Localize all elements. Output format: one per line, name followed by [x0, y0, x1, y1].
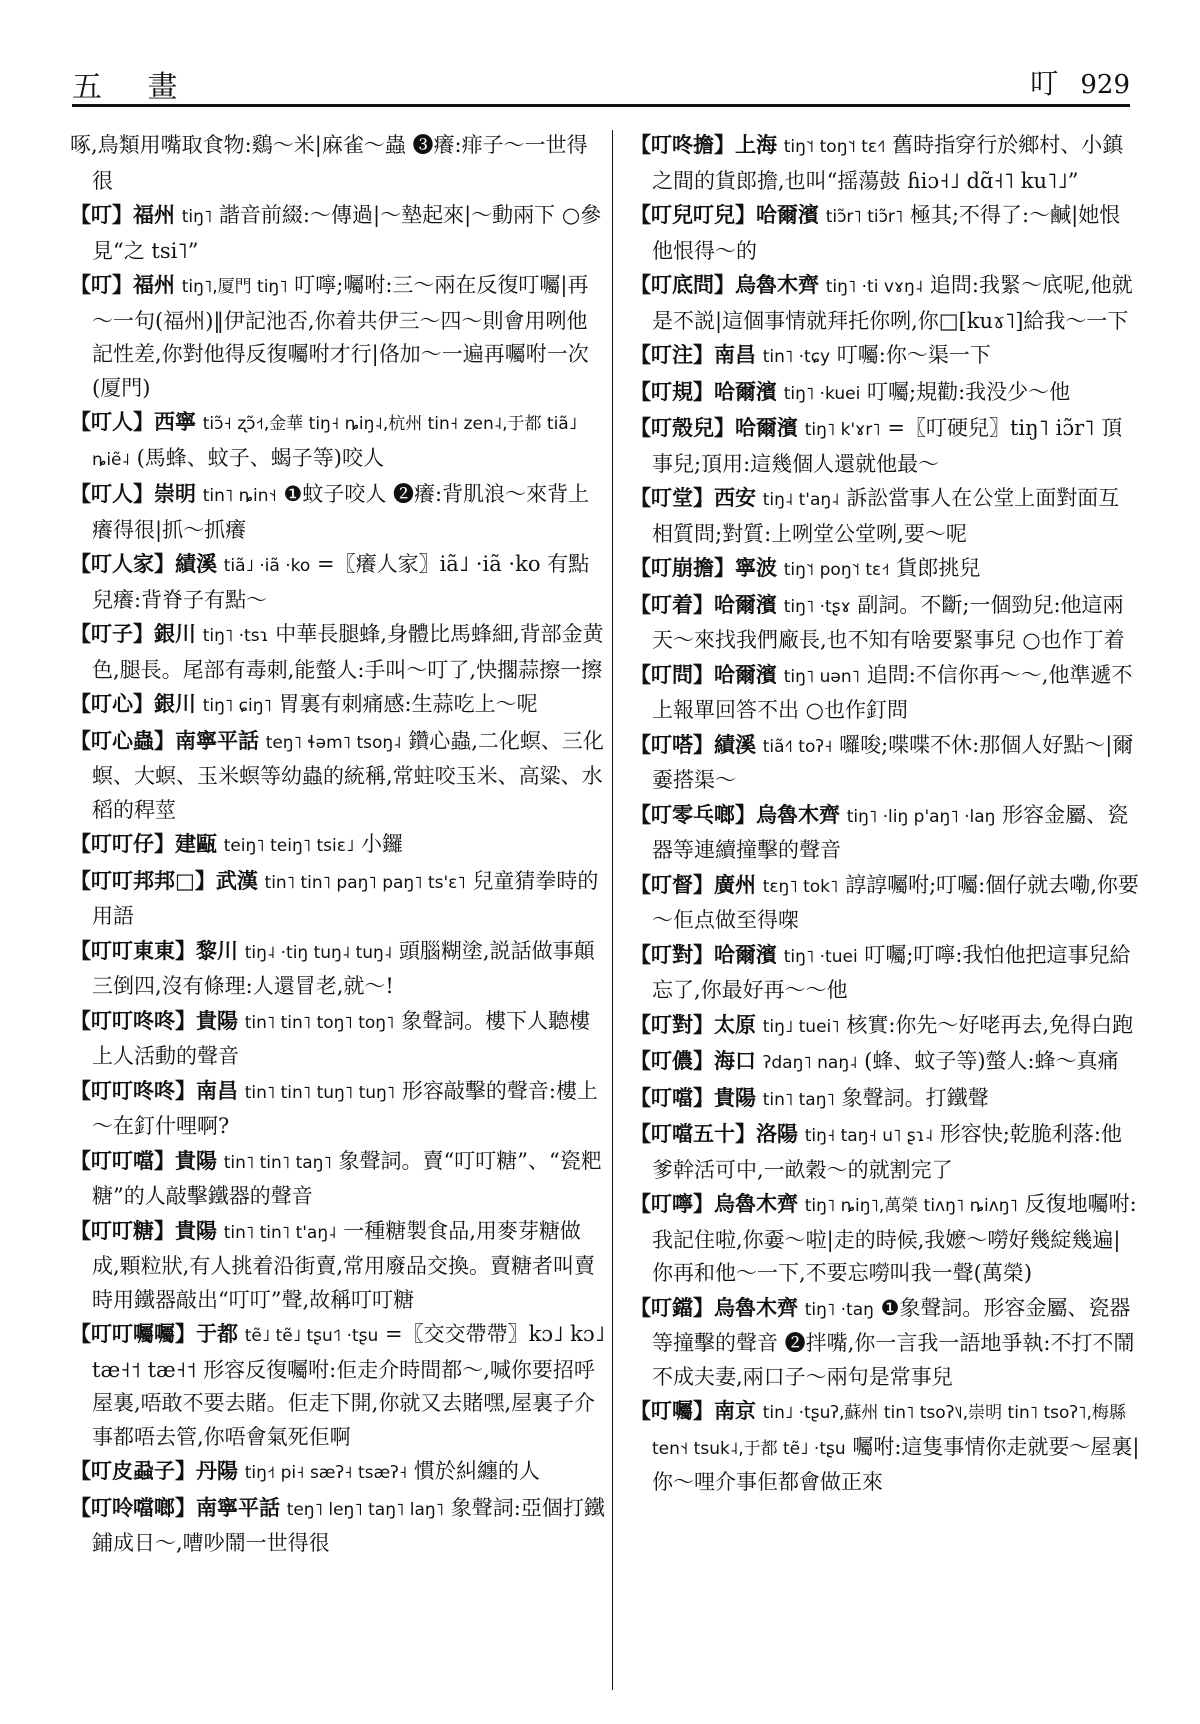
entry-headword: 【叮叮噹】	[70, 1147, 175, 1173]
entry-definition: 貨郎挑兒	[896, 556, 981, 580]
entry-location: 西安	[714, 485, 756, 510]
dictionary-entry	[70, 1317, 605, 1454]
entry-location: 黎川	[196, 937, 238, 963]
entry-pronunciation: tiɔ̃˧ ʐɔ̃˧˦,金華 tiŋ˧ ȵiŋ˨,杭州 tin˧ zen˨,于都 tiã˩ ȵiẽ˨	[92, 414, 578, 470]
dictionary-entry	[70, 405, 605, 477]
entry-pronunciation: teŋ˥ ɬəm˥ tsoŋ˨	[265, 732, 402, 753]
dictionary-entry	[630, 198, 1140, 268]
entry-definition: 追問:不信你再～～,他準遞不上報單回答不出 ○也作釘問	[652, 662, 1133, 722]
entry-pronunciation: ʔdaŋ˥ naŋ˨	[762, 1053, 858, 1073]
entry-headword: 【叮叮囑囑】	[70, 1321, 196, 1346]
entry-pronunciation: tɛŋ˥ tok˥	[762, 876, 839, 897]
entry-pronunciation: tẽ˩ tẽ˩ tʂu˦˥ ·tʂu	[244, 1326, 379, 1346]
entry-headword: 【叮底問】	[630, 272, 735, 297]
entry-headword: 【叮心】	[70, 691, 154, 716]
entry-headword: 【叮叮邦邦□】	[70, 867, 216, 893]
entry-definition: 囉唆;喋喋不休:那個人好點～|爾嫑搭渠～	[652, 732, 1134, 792]
entry-pronunciation: tin˥ tin˥ taŋ˥	[223, 1152, 332, 1173]
entry-definition: 象聲詞。賣“叮叮糖”、“瓷粑糖”的人敲擊鐵器的聲音	[92, 1148, 602, 1208]
entry-headword: 【叮對】	[630, 941, 714, 967]
dictionary-entry	[630, 1291, 1140, 1395]
entry-definition: 胃裏有刺痛感:生蒜吃上～呢	[278, 692, 538, 716]
dictionary-entry	[630, 938, 1140, 1008]
entry-pronunciation: tiŋ˥˦ poŋ˥˦ tɛ˧˦	[783, 560, 890, 580]
entry-headword: 【叮人】	[70, 481, 154, 506]
entry-headword: 【叮噹】	[630, 1084, 714, 1110]
page-number: 929	[1080, 70, 1130, 100]
entry-location: 海口	[714, 1048, 756, 1073]
entry-definition: (蜂、蚊子等)螫人:蜂～真痛	[864, 1049, 1119, 1073]
entry-pronunciation: tin˩ ·tʂuʔ,蘇州 tin˥ tsoʔ˥˩,崇明 tin˥ tsoʔ˥,梅縣 ten˦˧ tsuk˨,于都 tẽ˩ ·tʂu	[652, 1403, 1126, 1459]
dictionary-entry	[70, 198, 605, 268]
dictionary-entry	[70, 1144, 605, 1214]
entry-location: 洛陽	[756, 1121, 798, 1146]
dictionary-entry	[630, 411, 1140, 481]
dictionary-entry	[70, 934, 605, 1004]
entry-location: 南京	[714, 1398, 756, 1423]
entry-location: 太原	[714, 1011, 756, 1037]
entry-pronunciation: teiŋ˥ teiŋ˥ tsiɛ˩	[223, 836, 355, 856]
entry-pronunciation: tiã˩ ·iã ·ko	[223, 556, 311, 576]
entry-pronunciation: tiŋ˨ t'aŋ˨	[762, 490, 840, 510]
dictionary-entry	[630, 868, 1140, 938]
entry-headword: 【叮叮東東】	[70, 937, 196, 963]
header-right	[1030, 62, 1130, 102]
entry-pronunciation: tin˥ taŋ˥	[762, 1089, 835, 1110]
entry-headword: 【叮崩擔】	[630, 555, 735, 580]
entry-definition: 兒童猜拳時的用語	[92, 868, 599, 928]
entry-definition: 象聲詞。樓下人聽樓上人活動的聲音	[92, 1008, 591, 1068]
entry-definition: 一種糖製食品,用麥芽糖做成,顆粒狀,有人挑着沿街賣,常用廢品交換。賣糖者叫賣時用鐵器敲出“叮叮”聲,故稱叮叮糖	[92, 1218, 596, 1312]
entry-definition: =〖叮硬兒〗tiŋ˥ iɔ̃r˥ 頂事兒;頂用:這幾個人還就他最～	[652, 416, 1123, 476]
entry-location: 南寧平話	[175, 727, 259, 753]
entry-location: 崇明	[154, 481, 196, 506]
entry-definition: 啄,鳥類用嘴取食物:鷄～米|麻雀～蟲 ❸癢:痱子～一世得很	[70, 133, 588, 193]
entry-location: 西寧	[154, 409, 196, 434]
entry-location: 哈爾濱	[735, 415, 798, 440]
dictionary-entry	[630, 798, 1140, 868]
entry-headword: 【叮嗒】	[630, 731, 714, 757]
entry-location: 貴陽	[196, 1007, 238, 1033]
dictionary-entry	[630, 1394, 1140, 1500]
page-header	[72, 62, 1130, 105]
entry-pronunciation: teŋ˥ leŋ˥ taŋ˥ laŋ˥	[286, 1499, 445, 1520]
entry-location: 南寧平話	[196, 1494, 280, 1520]
entry-location: 銀川	[154, 691, 196, 716]
entry-definition: 舊時指穿行於鄉村、小鎮之間的貨郎擔,也叫“摇蕩鼓 ɦiɔ˧˩ dɑ̃˧˥ ku˥˩”	[652, 133, 1124, 193]
entry-headword: 【叮】	[70, 272, 133, 297]
dictionary-entry	[630, 551, 1140, 588]
entry-headword: 【叮鐺】	[630, 1294, 714, 1320]
entry-definition: 中華長腿蜂,身體比馬蜂細,背部金黄色,腿長。尾部有毒刺,能螫人:手叫～叮了,快擱蒜擦一擦	[92, 622, 604, 682]
dictionary-entry	[630, 1008, 1140, 1045]
entry-definition: 叮囑;規勸:我没少～他	[867, 379, 1071, 404]
entry-headword: 【叮零乓啷】	[630, 801, 756, 827]
entry-definition: 小鑼	[361, 832, 404, 856]
entry-pronunciation: tin˥ ·tɕy	[762, 347, 831, 367]
dictionary-entry	[630, 268, 1140, 338]
entry-headword: 【叮問】	[630, 661, 714, 687]
entry-headword: 【叮人家】	[70, 551, 175, 576]
entry-definition: 象聲詞:亞個打鐵鋪成日～,嘈吵鬧一世得很	[92, 1495, 605, 1555]
entry-location: 南昌	[714, 342, 756, 367]
entry-location: 烏魯木齊	[714, 1191, 798, 1216]
dictionary-entry	[630, 338, 1140, 375]
entry-pronunciation: tiŋ˥˦ toŋ˥˦ tɛ˧˥	[783, 137, 886, 157]
entry-headword: 【叮督】	[630, 871, 714, 897]
entry-headword: 【叮心蟲】	[70, 727, 175, 753]
entry-location: 績溪	[714, 731, 756, 757]
entry-definition: ❶蚊子咬人 ❷癢:背肌浪～來背上癢得很|抓～抓癢	[92, 482, 590, 542]
entry-pronunciation: tin˥ tin˥ tuŋ˥ tuŋ˥	[244, 1082, 396, 1103]
entry-pronunciation: tiŋ˥ ·ti vɤŋ˨	[825, 277, 924, 297]
entry-definition: 訴訟當事人在公堂上面對面互相質問;對質:上咧堂公堂咧,要～呢	[652, 486, 1120, 546]
entry-headword: 【叮呤噹啷】	[70, 1494, 196, 1520]
entry-location: 上海	[735, 132, 777, 157]
dictionary-entry	[630, 375, 1140, 412]
entry-pronunciation: tin˥ tin˥ t'aŋ˨	[223, 1222, 337, 1243]
dictionary-entry	[630, 1044, 1140, 1081]
entry-pronunciation: tiɔ̃r˥ tiɔ̃r˥	[825, 207, 904, 227]
entry-location: 建甌	[175, 831, 217, 856]
dictionary-entry	[630, 658, 1140, 728]
entry-location: 貴陽	[175, 1217, 217, 1243]
dictionary-entry	[70, 477, 605, 547]
dictionary-entry	[70, 1454, 605, 1491]
entry-location: 寧波	[735, 555, 777, 580]
entry-pronunciation: tiŋ˥ ·tsɿ	[202, 626, 269, 646]
dictionary-entry	[70, 128, 605, 198]
entry-headword: 【叮着】	[630, 591, 714, 617]
entry-definition: 慣於糾纏的人	[413, 1459, 540, 1483]
entry-pronunciation: tiŋ˥ ·tʂɤ	[783, 596, 851, 617]
dictionary-entry	[630, 481, 1140, 551]
entry-location: 銀川	[154, 621, 196, 646]
entry-headword: 【叮儂】	[630, 1048, 714, 1073]
entry-headword: 【叮子】	[70, 621, 154, 646]
dictionary-entry	[70, 1004, 605, 1074]
dictionary-entry	[70, 864, 605, 934]
entry-location: 哈爾濱	[714, 591, 777, 617]
entry-pronunciation: tiŋ˥ ɕiŋ˥	[202, 696, 272, 716]
entry-headword: 【叮對】	[630, 1011, 714, 1037]
entry-pronunciation: tiŋ˥ uən˥	[783, 666, 861, 687]
entry-definition: 頭腦糊塗,説話做事顛三倒四,沒有條理:人還冒老,就～!	[92, 938, 595, 998]
entry-pronunciation: tin˥ tin˥ paŋ˥ paŋ˥ ts'ɛ˥	[264, 872, 466, 893]
entry-pronunciation: tiŋ˥ ·kuei	[783, 383, 861, 404]
entry-pronunciation: tiŋ˥	[181, 207, 213, 227]
entry-headword: 【叮叮咚咚】	[70, 1077, 196, 1103]
entry-pronunciation: tiŋ˧˦ pi˧ sæʔ˧ tsæʔ˧	[244, 1463, 408, 1483]
entry-headword: 【叮殼兒】	[630, 415, 735, 440]
dictionary-entry	[70, 1491, 605, 1561]
entry-definition: 象聲詞。打鐵聲	[841, 1085, 989, 1110]
entry-headword: 【叮兒叮兒】	[630, 202, 756, 227]
entry-pronunciation: tiŋ˥ k'ɤr˥	[804, 420, 881, 440]
entry-definition: 叮囑;叮嚀:我怕他把這事兒給忘了,你最好再～～他	[652, 942, 1131, 1002]
entry-location: 貴陽	[714, 1084, 756, 1110]
entry-definition: 反復地囑咐:我記住啦,你嫑～啦|走的時候,我嬷～嘮好幾綻幾遍|你再和他～一下,不要忘嘮叫我一聲(萬榮)	[652, 1192, 1137, 1285]
dictionary-entry	[630, 1081, 1140, 1118]
entry-location: 烏魯木齊	[756, 801, 840, 827]
entry-definition: 叮囑:你～渠一下	[836, 343, 991, 367]
entry-pronunciation: tiŋ˥,厦門 tiŋ˥	[181, 277, 288, 297]
entry-headword: 【叮噹五十】	[630, 1121, 756, 1146]
entry-headword: 【叮叮糖】	[70, 1217, 175, 1243]
section-title: 五 畫	[72, 70, 196, 105]
entry-pronunciation: tin˥ ȵin˦˧	[202, 486, 277, 506]
entry-definition: 諧音前綴:～傳過|～墊起來|～動兩下 ○參見“之 tsi˥”	[92, 203, 602, 263]
entry-definition: 副詞。不斷;一個勁兒:他這兩天～來找我們廠長,也不知有啥要緊事兒 ○也作丁着	[652, 592, 1125, 652]
entry-headword: 【叮嚀】	[630, 1191, 714, 1216]
entry-pronunciation: tiŋ˥ ·taŋ	[804, 1299, 874, 1320]
entry-location: 哈爾濱	[714, 941, 777, 967]
entry-definition: 叮嚀;囑咐:三～兩在反復叮囑|再～一句(福州)‖伊記池否,你着共伊三～四～則會用咧他記性差,你對他得反復囑咐才行|佫加～一遍再囑咐一次(厦門)	[92, 273, 589, 400]
entry-location: 哈爾濱	[756, 202, 819, 227]
dictionary-entry	[70, 827, 605, 864]
entry-pronunciation: tiŋ˨ ·tiŋ tuŋ˨ tuŋ˨	[244, 942, 393, 963]
entry-definition: 諄諄囑咐;叮囑:個仔就去嘞,你要～佢点做至得㗎	[652, 872, 1139, 932]
entry-location: 丹陽	[196, 1458, 238, 1483]
dictionary-entry	[70, 268, 605, 405]
dictionary-entry	[630, 728, 1140, 798]
dictionary-entry	[630, 588, 1140, 658]
entry-definition: 形容敲擊的聲音:樓上～在釘什哩啊?	[92, 1078, 598, 1138]
entry-headword: 【叮叮咚咚】	[70, 1007, 196, 1033]
entry-definition: 囑咐:這隻事情你走就要～屋裏|你～哩介事佢都會做正來	[652, 1434, 1140, 1494]
entry-location: 烏魯木齊	[714, 1294, 798, 1320]
entry-location: 貴陽	[175, 1147, 217, 1173]
entry-location: 哈爾濱	[714, 378, 777, 404]
entry-headword: 【叮皮蝨子】	[70, 1458, 196, 1483]
left-column	[70, 128, 605, 1561]
entry-headword: 【叮囑】	[630, 1398, 714, 1423]
entry-pronunciation: tiŋ˥ ȵiŋ˥,萬榮 tiʌŋ˥ ȵiʌŋ˥	[804, 1196, 1018, 1216]
entry-pronunciation: tiŋ˩ tuei˥	[762, 1016, 840, 1037]
entry-definition: 鑽心蟲,二化螟、三化螟、大螟、玉米螟等幼蟲的統稱,常蛀咬玉米、高粱、水稻的稈莖	[92, 728, 604, 822]
header-char: 叮	[1030, 67, 1059, 100]
dictionary-entry	[630, 1117, 1140, 1187]
entry-definition: 核實:你先～好咾再去,免得白跑	[846, 1012, 1134, 1037]
entry-definition: 極其;不得了:～鹹|她恨他恨得～的	[652, 203, 1121, 263]
dictionary-entry	[70, 687, 605, 724]
entry-pronunciation: tiã˧˥ toʔ˧	[762, 736, 833, 757]
entry-pronunciation: tiŋ˥ ·liŋ p'aŋ˥ ·laŋ	[846, 806, 996, 827]
column-divider	[612, 130, 613, 1690]
entry-definition: ❶象聲詞。形容金屬、瓷器等撞擊的聲音 ❷拌嘴,你一言我一語地爭執:不打不鬧不成夫妻,兩口子～兩句是常事兒	[652, 1295, 1135, 1389]
entry-pronunciation: tiŋ˧ taŋ˧ u˥ ʂɿ˨	[804, 1126, 934, 1146]
entry-headword: 【叮規】	[630, 378, 714, 404]
entry-headword: 【叮堂】	[630, 485, 714, 510]
entry-location: 績溪	[175, 551, 217, 576]
dictionary-entry	[70, 724, 605, 828]
entry-definition: 形容金屬、瓷器等連續撞擊的聲音	[652, 802, 1129, 862]
entry-definition: (馬蜂、蚊子、蝎子等)咬人	[136, 445, 384, 470]
entry-location: 于都	[196, 1321, 238, 1346]
entry-location: 廣州	[714, 871, 756, 897]
header-rule	[72, 104, 1130, 107]
entry-headword: 【叮人】	[70, 409, 154, 434]
right-column	[630, 128, 1140, 1500]
entry-location: 武漢	[215, 867, 258, 893]
entry-location: 烏魯木齊	[735, 272, 819, 297]
entry-pronunciation: tiŋ˥ ·tuei	[783, 946, 858, 967]
entry-headword: 【叮叮仔】	[70, 831, 175, 856]
entry-definition: 形容快;乾脆利落:他爹幹活可中,一畝穀～的就割完了	[652, 1122, 1122, 1182]
entry-headword: 【叮注】	[630, 342, 714, 367]
dictionary-entry	[70, 547, 605, 617]
dictionary-entry	[630, 128, 1140, 198]
dictionary-entry	[70, 1214, 605, 1318]
entry-headword: 【叮】	[70, 202, 133, 227]
entry-definition: =〖交交帶帶〗kɔ˩ kɔ˩ tæ˧˦ tæ˧˦ 形容反復囑咐:佢走介時間都～,喊你要招呼屋裏,唔敢不要去賭。佢走下開,你就又去賭嘿,屋裏子介事都唔去管,你唔會氣死佢啊	[92, 1322, 605, 1449]
entry-definition: =〖癢人家〗iã˩ ·iã ·ko 有點兒癢:背脊子有點～	[92, 552, 590, 612]
entry-location: 哈爾濱	[714, 661, 777, 687]
dictionary-entry	[70, 617, 605, 687]
dictionary-entry	[70, 1074, 605, 1144]
entry-location: 福州	[133, 202, 175, 227]
dictionary-entry	[630, 1187, 1140, 1291]
entry-headword: 【叮咚擔】	[630, 132, 735, 157]
entry-location: 南昌	[196, 1077, 238, 1103]
entry-pronunciation: tin˥ tin˥ toŋ˥ toŋ˥	[244, 1012, 395, 1033]
entry-definition: 追問:我緊～底呢,他就是不説|這個事情就拜托你咧,你□[kuɤ˥]給我～一下	[652, 273, 1133, 333]
entry-location: 福州	[133, 272, 175, 297]
